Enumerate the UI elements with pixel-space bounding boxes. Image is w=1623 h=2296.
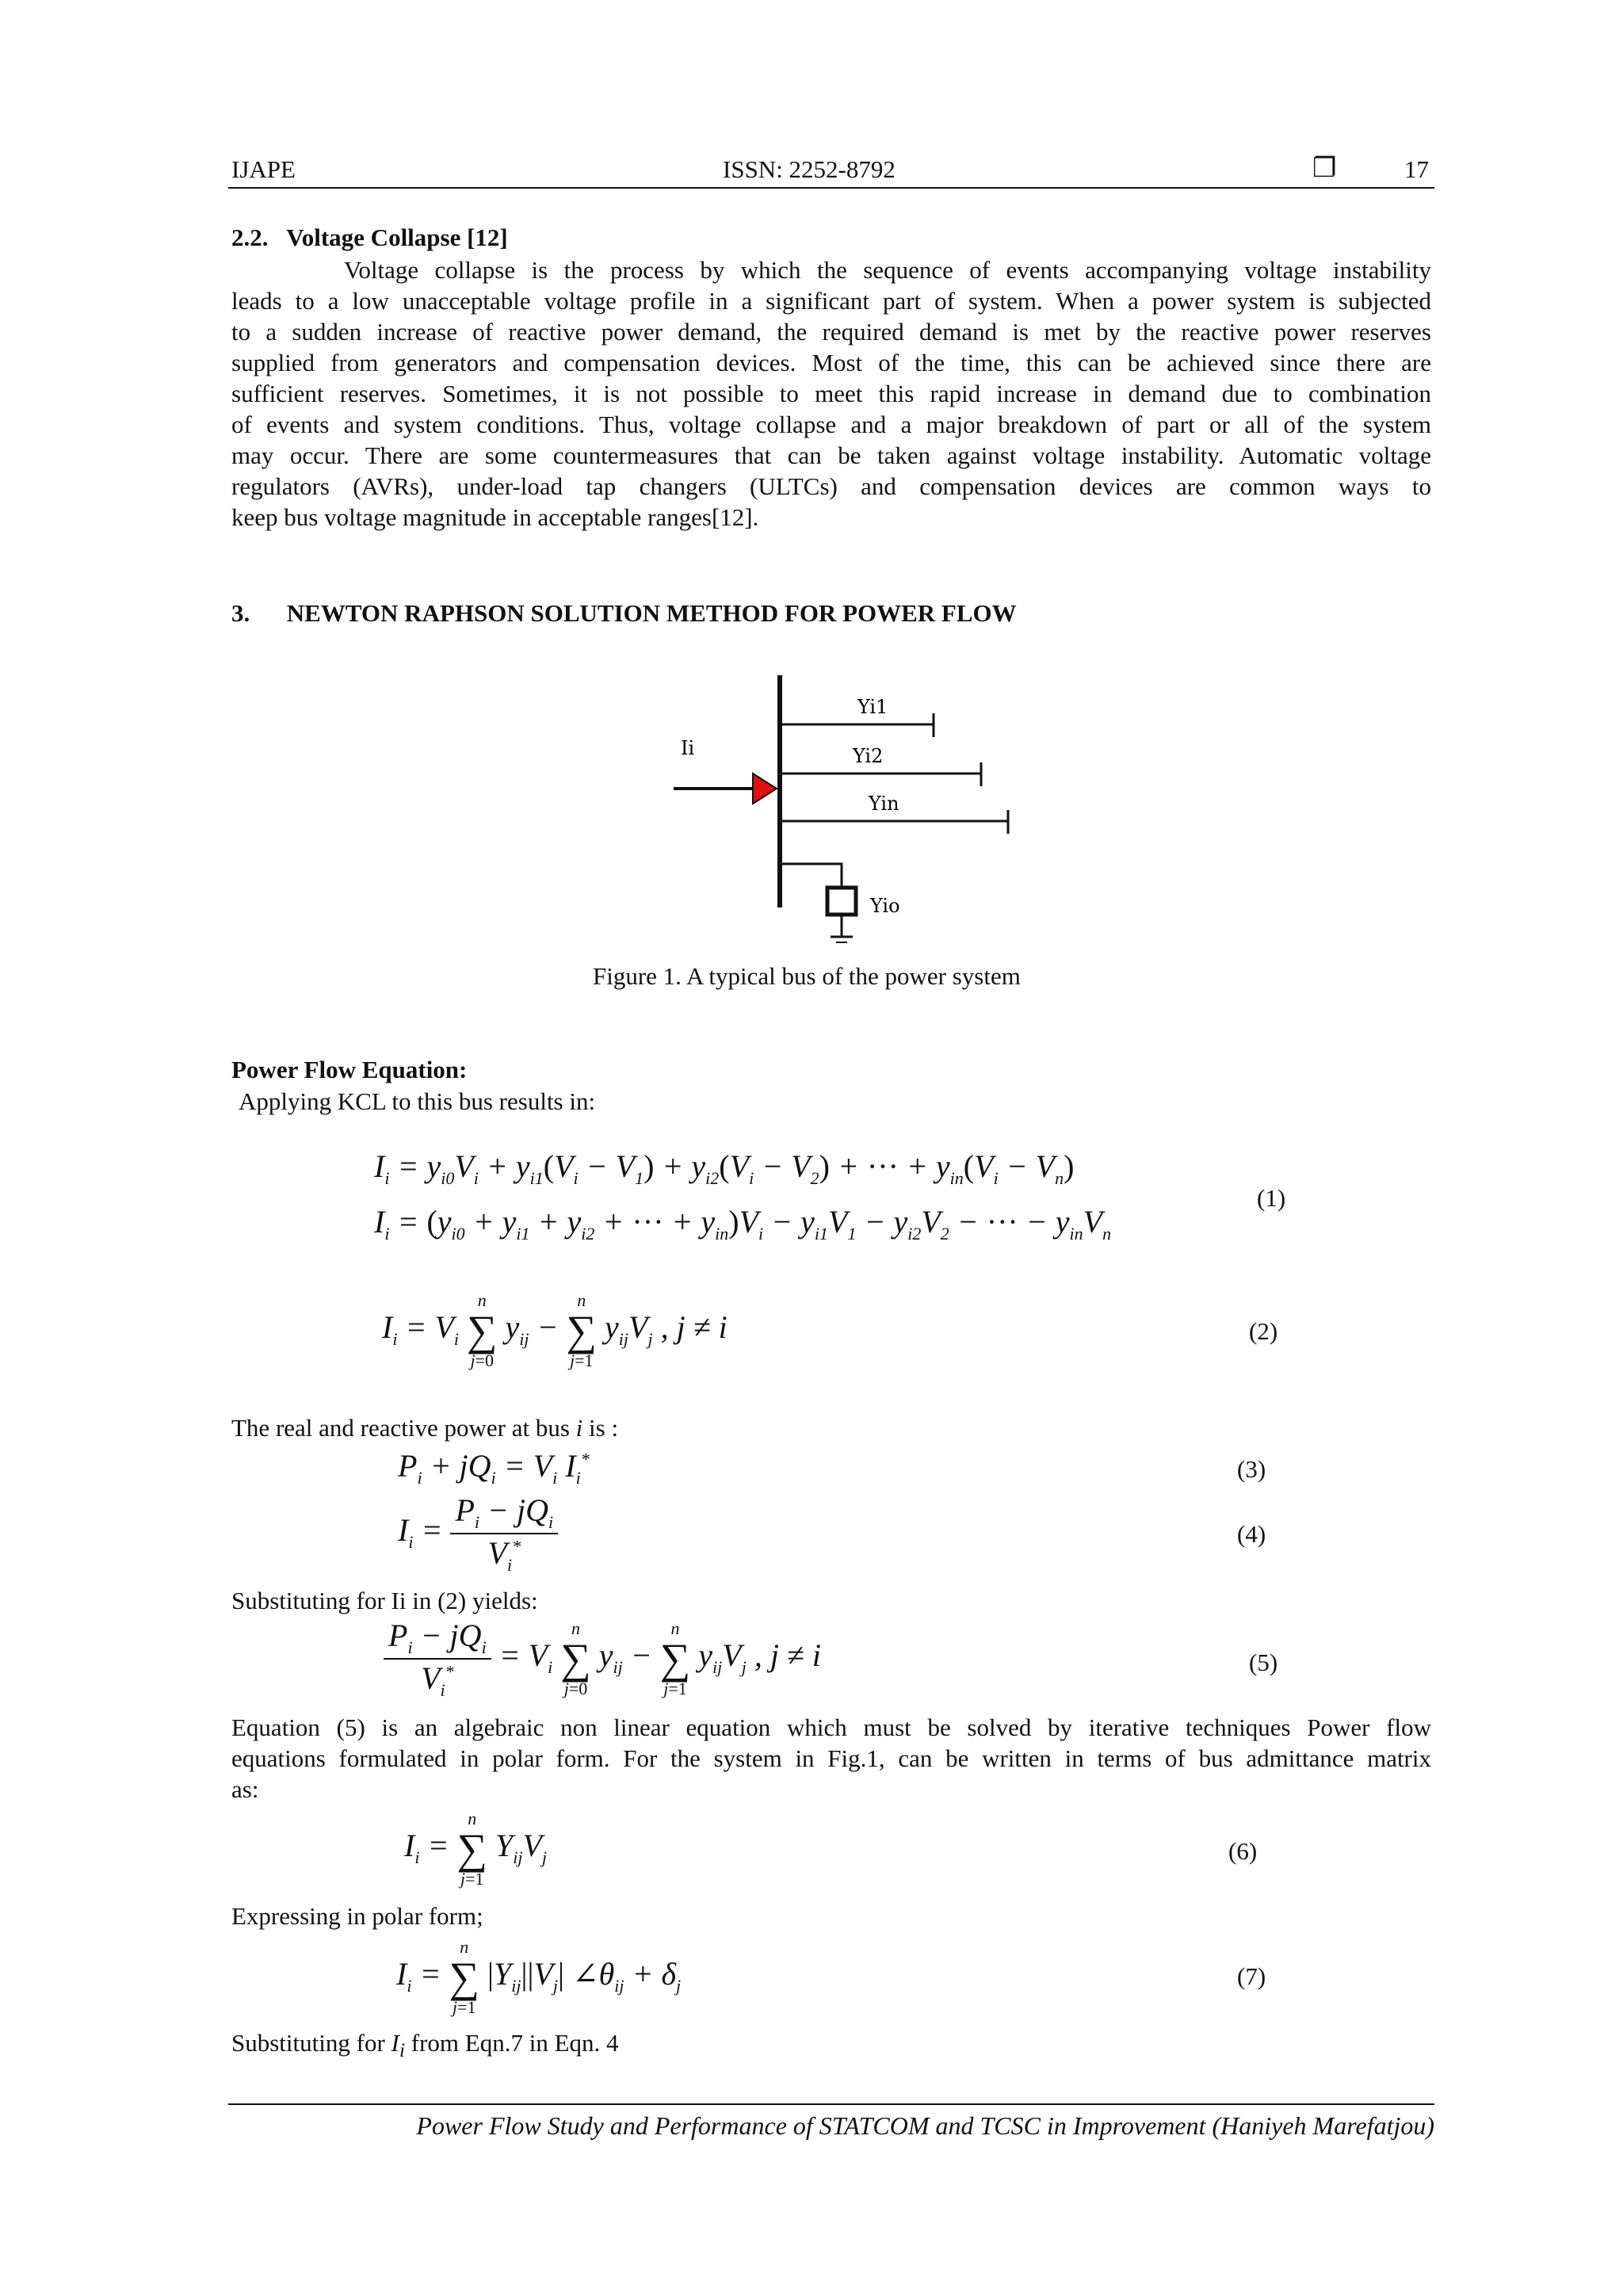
journal-name: IJAPE <box>231 155 296 183</box>
equation-7-number: (7) <box>1237 1962 1266 1990</box>
issn: ISSN: 2252-8792 <box>723 155 896 183</box>
equation-3-number: (3) <box>1237 1455 1266 1483</box>
box-icon: ❐ <box>1312 154 1337 183</box>
equation-1-number: (1) <box>1257 1184 1286 1212</box>
paragraph-line: leads to a low unacceptable voltage profile in a significant part of system. When a power system is subjected <box>231 287 1431 315</box>
real-reactive-text: The real and reactive power at bus i is : <box>231 1414 619 1442</box>
label-yin: Yin <box>869 793 899 815</box>
final-text: Substituting for $I_i$ from Eqn.7 in Eqn. 4 <box>231 2029 619 2062</box>
power-flow-heading: Power Flow Equation: <box>231 1056 468 1083</box>
label-yio: Yio <box>870 895 900 917</box>
figure-caption: Figure 1. A typical bus of the power system <box>593 962 1021 990</box>
paragraph-line: keep bus voltage magnitude in acceptable ranges[12]. <box>231 503 759 531</box>
paragraph-line: Equation (5) is an algebraic non linear equation which must be solved by iterative techniques Power flow <box>231 1713 1431 1741</box>
equation-2-number: (2) <box>1249 1317 1278 1345</box>
equation-3: $P_i + jQ_i = V_i$ $I_i^*$ <box>398 1448 590 1488</box>
footer-text: Power Flow Study and Performance of STATCOM and TCSC in Improvement (Haniyeh Marefatjou) <box>416 2111 1434 2140</box>
kcl-intro: Applying KCL to this bus results in: <box>239 1087 596 1115</box>
substituting-text: Substituting for Ii in (2) yields: <box>231 1587 538 1614</box>
paragraph-line: may occur. There are some countermeasures that can be taken against voltage instability. Automatic voltage <box>231 441 1431 469</box>
equation-5: $\frac{P_i - jQ_i}{V_i^*}$ = $V_i$ n ∑ j=0 $y_{ij}$ − n ∑ j=1 $y_{ij}V_j$ , j ≠ i <box>384 1617 821 1701</box>
equation-1a: $I_i = y_{i0}V_i + y_{i1}(V_i - V_1) + y_{i2}(V_i - V_2)$ + ··· + $y_{in}(V_i - V_n)$ <box>374 1148 1075 1188</box>
polar-text: Expressing in polar form; <box>231 1902 483 1930</box>
equation-5-number: (5) <box>1249 1648 1278 1676</box>
equation-6: $I_i$ = n ∑ j=1 $Y_{ij}V_j$ <box>404 1809 547 1889</box>
label-yi2: Yi2 <box>853 745 884 767</box>
footer-rule <box>228 2103 1434 2105</box>
section-2-2-title: 2.2. Voltage Collapse [12] <box>231 223 508 251</box>
bus-diagram <box>666 666 1030 967</box>
equation-2: $I_i = V_i$ n ∑ j=0 $y_{ij}$ − n ∑ j=1 $y_{ij}V_j$ , j ≠ i <box>382 1290 727 1370</box>
paragraph-line: of events and system conditions. Thus, voltage collapse and a major breakdown of part or all of the system <box>231 411 1431 438</box>
shunt-branch <box>780 864 842 888</box>
label-yi1: Yi1 <box>857 696 888 718</box>
equation-7: $I_i$ = n ∑ j=1 $|Y_{ij}||V_j|$ $\angle\theta_{ij} + \delta_j$ <box>396 1937 682 2017</box>
paragraph-line: as: <box>231 1775 259 1803</box>
header-rule <box>228 187 1434 189</box>
label-ii: Ii <box>681 737 695 759</box>
equation-1b: $I_i = (y_{i0} + y_{i1} + y_{i2}$ + ··· + $y_{in})V_i - y_{i1}V_1 - y_{i2}V_2$ − ··· − $y_{in}V_n$ <box>374 1204 1112 1244</box>
paragraph-line: regulators (AVRs), under-load tap changers (ULTCs) and compensation devices are common ways to <box>231 472 1431 500</box>
paragraph-line: equations formulated in polar form. For the system in Fig.1, can be written in terms of bus admittance matrix <box>231 1744 1431 1772</box>
paragraph-line: supplied from generators and compensation devices. Most of the time, this can be achieved since there are <box>231 349 1431 376</box>
section-2-2-paragraph <box>231 254 1431 533</box>
equation-4-number: (4) <box>1237 1520 1266 1548</box>
equation-6-number: (6) <box>1228 1837 1258 1865</box>
page-number: 17 <box>1404 155 1429 183</box>
shunt-admittance-box <box>827 888 856 915</box>
current-arrow-icon <box>753 774 777 804</box>
section-3-title: 3. NEWTON RAPHSON SOLUTION METHOD FOR POWER FLOW <box>231 599 1017 627</box>
equation-5-paragraph <box>231 1712 1431 1805</box>
paragraph-line: to a sudden increase of reactive power demand, the required demand is met by the reactive power reserves <box>231 318 1431 346</box>
equation-4: $I_i$ = $\frac{P_i - jQ_i}{V_i^*}$ <box>398 1492 558 1576</box>
paragraph-line: Voltage collapse is the process by which the sequence of events accompanying voltage instability <box>344 256 1431 284</box>
paragraph-line: sufficient reserves. Sometimes, it is not possible to meet this rapid increase in demand due to combination <box>231 380 1431 407</box>
